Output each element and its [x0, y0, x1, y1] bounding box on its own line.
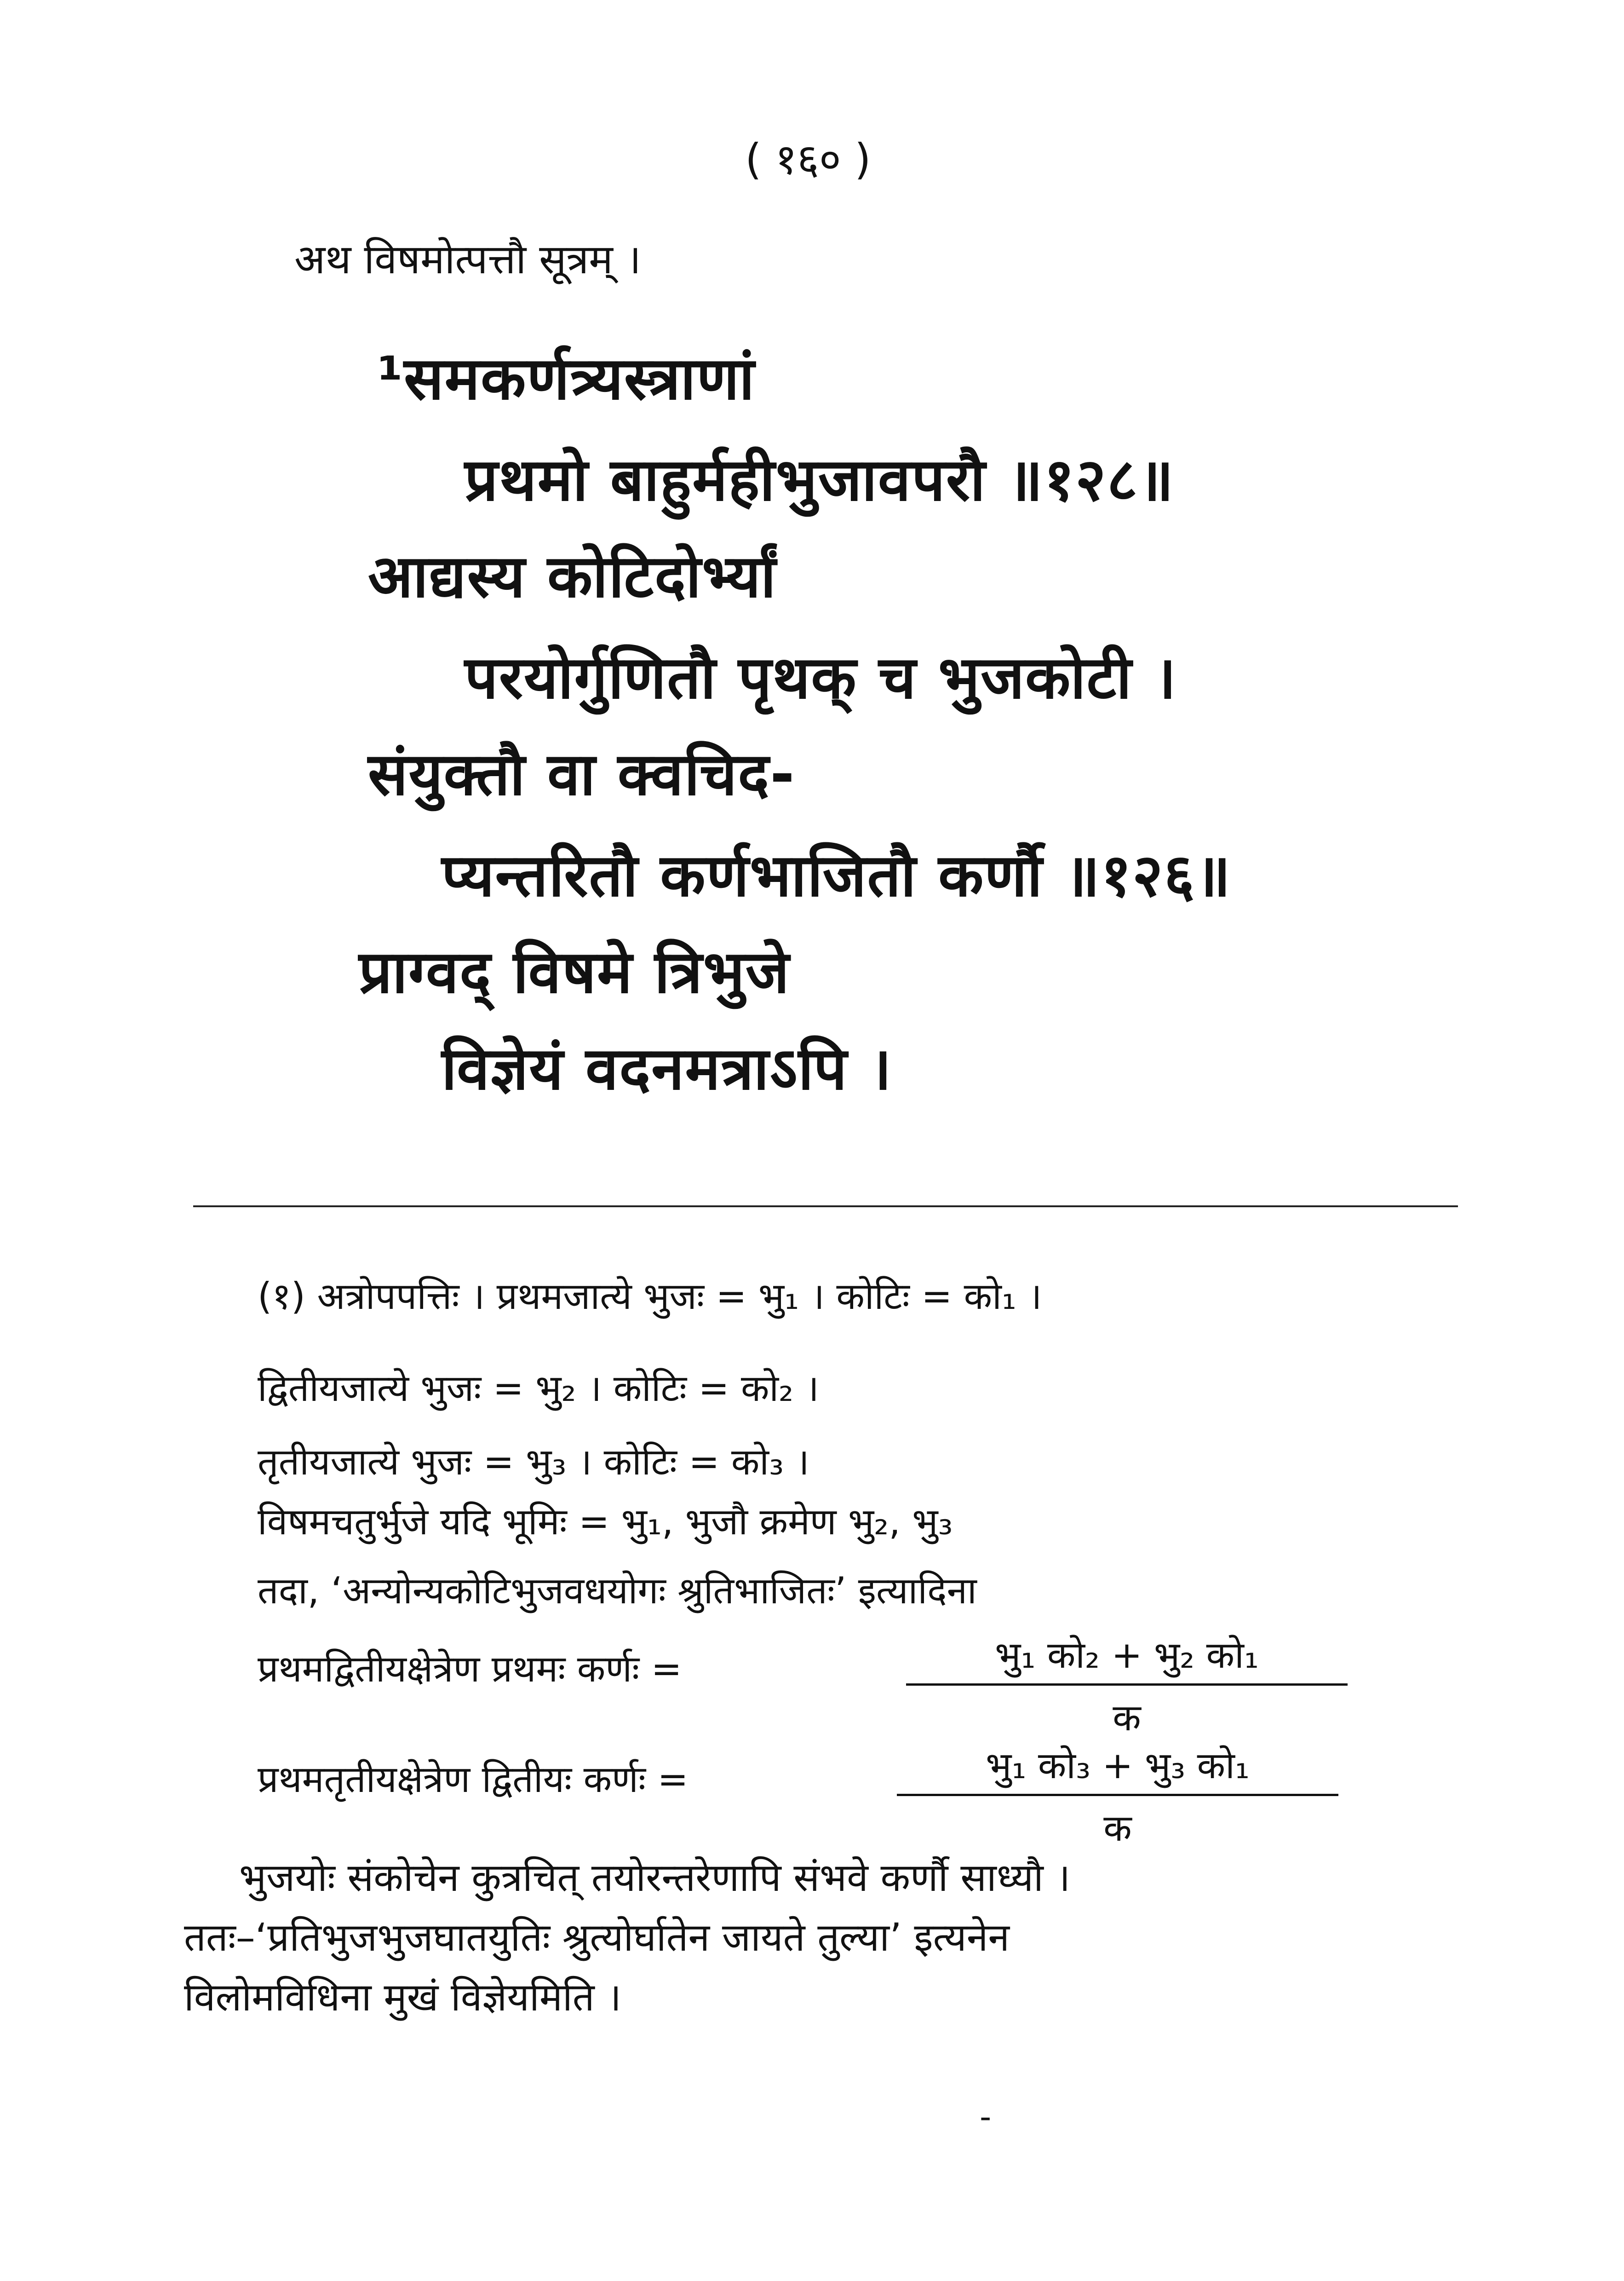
formula-label: प्रथमतृतीयक्षेत्रेण द्वितीयः कर्णः = [258, 1758, 689, 1801]
verse-line: प्यन्तरितौ कर्णभाजितौ कर्णौ ॥१२६॥ [442, 841, 1232, 910]
footer-mark: - [980, 2098, 992, 2136]
verse-line: विज्ञेयं वदनमत्राऽपि । [442, 1035, 893, 1103]
formula-fraction [897, 1739, 1338, 1852]
closing-line: ततः–‘प्रतिभुजभुजघातयुतिः श्रुत्योर्घातेन जायते तुल्या’ इत्यनेन [184, 1915, 1010, 1960]
verse-line: प्राग्वद् विषमे त्रिभुजे [359, 938, 790, 1007]
verse-line: ¹समकर्णत्र्यस्त्राणां [377, 345, 756, 413]
formula-label: प्रथमद्वितीयक्षेत्रेण प्रथमः कर्णः = [258, 1647, 682, 1690]
section-heading: अथ विषमोत्पत्तौ सूत्रम् । [294, 236, 642, 283]
verse-line: प्रथमो बाहुर्महीभुजावपरौ ॥१२८॥ [465, 446, 1175, 514]
fraction-denominator: क [1113, 1696, 1141, 1739]
fraction-denominator: क [1103, 1807, 1132, 1849]
verse-line: आद्यस्य कोटिदोर्भ्यां [368, 542, 777, 611]
footnote-line: विषमचतुर्भुजे यदि भूमिः = भु₁, भुजौ क्रमेण भु₂, भु₃ [258, 1500, 953, 1543]
fraction-numerator: भु₁ को₂ + भु₂ को₁ [906, 1629, 1348, 1686]
fraction-numerator: भु₁ को₃ + भु₃ को₁ [897, 1739, 1338, 1796]
footnote-line: द्वितीयजात्ये भुजः = भु₂ । कोटिः = को₂ । [258, 1367, 819, 1410]
footnote-line: तृतीयजात्ये भुजः = भु₃ । कोटिः = को₃ । [258, 1440, 809, 1483]
verse-line: संयुक्तौ वा क्वचिद- [368, 740, 796, 809]
footnote-line: (१) अत्रोपपत्तिः । प्रथमजात्ये भुजः = भु₁ । कोटिः = को₁ । [258, 1275, 1042, 1318]
closing-line: भुजयोः संकोचेन कुत्रचित् तयोरन्तरेणापि संभवे कर्णौ साध्यौ । [239, 1855, 1071, 1900]
footnote-divider [193, 1205, 1458, 1207]
formula-fraction [906, 1629, 1348, 1741]
footnote-line: तदा, ‘अन्योन्यकोटिभुजवधयोगः श्रुतिभाजितः’ इत्यादिना [258, 1569, 977, 1612]
verse-line: परयोर्गुणितौ पृथक् च भुजकोटी । [465, 644, 1177, 712]
page-number: ( १६० ) [745, 135, 871, 184]
closing-line: विलोमविधिना मुखं विज्ञेयमिति । [184, 1975, 622, 2020]
